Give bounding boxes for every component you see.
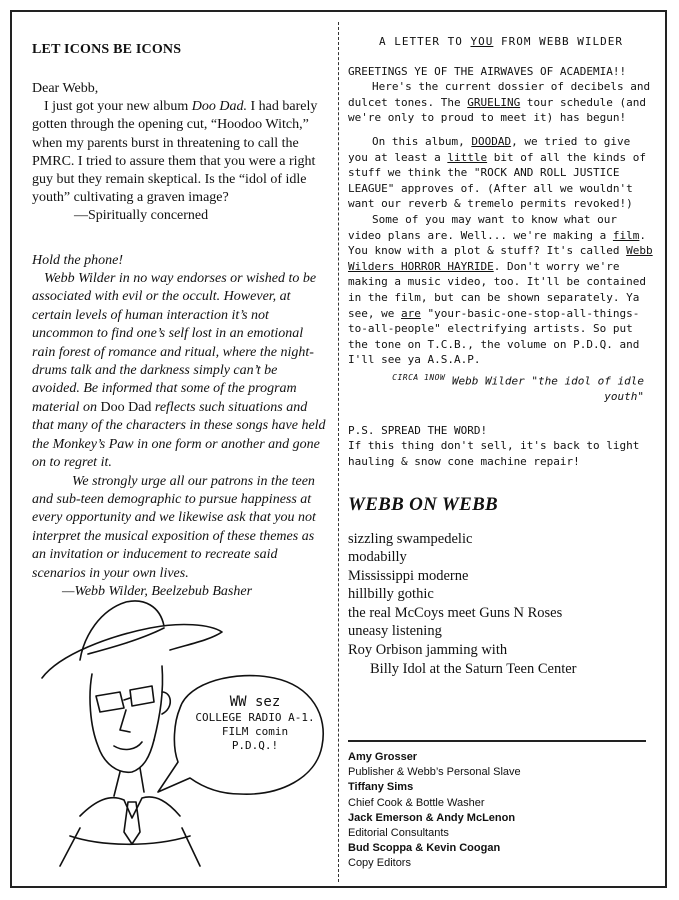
handwritten-paragraph-3	[348, 212, 654, 368]
credit-role: Copy Editors	[348, 857, 411, 870]
letter-salutation: Dear Webb,	[32, 81, 99, 96]
handwritten-signoff	[348, 370, 654, 405]
p3-text-2: . You know with a plot & stuff? It's called	[348, 228, 647, 258]
reply-paragraph-1	[32, 270, 328, 472]
reply-album-title: Doo Dad	[100, 399, 152, 415]
p3-are: are	[400, 306, 421, 320]
list-item: sizzling swampedelic	[348, 530, 473, 547]
p2-text-2: , we tried to give you at least a	[348, 134, 631, 164]
list-item: the real McCoys meet Guns N Roses	[348, 604, 563, 621]
p1-text: Here's the current dossier of decibels and dulcet tones. The	[348, 80, 651, 109]
credit-role: Publisher & Webb’s Personal Slave	[348, 766, 521, 779]
reply-signature: —Webb Wilder, Beelzebub Basher	[62, 583, 253, 599]
credit-name: Tiffany Sims	[348, 781, 414, 794]
column-divider	[338, 22, 339, 882]
list-item: hillbilly gothic	[348, 586, 434, 603]
header-you: YOU	[470, 35, 494, 48]
p3-text: Some of you may want to know what our video plans are. Well... we're making a	[348, 212, 618, 242]
p1-text-2: tour schedule (and we're only to proud to meet it) has begun!	[348, 95, 647, 125]
credit-role: Editorial Consultants	[348, 827, 449, 840]
speech-bubble-text	[190, 694, 320, 753]
list-item: modabilly	[348, 549, 407, 566]
left-column	[32, 38, 328, 601]
header-text: A LETTER TO	[379, 35, 471, 48]
credits-block	[348, 750, 648, 872]
bubble-line-2: COLLEGE RADIO A-1.	[195, 711, 315, 724]
reply-p1-text-2: reflects such situations and that many of the characters in these songs have held the Monkey’s Paw in one form or another and gone on to regret it.	[32, 399, 326, 471]
letter-body-text-2: I had barely gotten through the opening cut, “Hoodoo Witch,” when my parents burst in threatening to call the PMRC. I tried to assure them that you were a right guy but they remain skeptical. Is the “idol of idle youth” cultivating a graven image?	[32, 99, 318, 206]
list-item: Roy Orbison jamming with	[348, 642, 508, 659]
list-item: Mississippi moderne	[348, 567, 469, 584]
signoff-text: Webb Wilder "the idol of idle youth"	[451, 374, 644, 404]
list-item: Billy Idol at the Saturn Teen Center	[370, 660, 577, 677]
webb-on-webb-title: WEBB ON WEBB	[348, 493, 499, 515]
reply-opening: Hold the phone!	[32, 252, 123, 268]
handwritten-ps-2: If this thing don't sell, it's back to light hauling & snow cone machine repair!	[348, 439, 640, 468]
letter-body	[32, 98, 328, 207]
p2-text: On this album,	[372, 134, 472, 148]
credit-name: Amy Grosser	[348, 751, 418, 763]
credit-name: Bud Scoppa & Kevin Coogan	[348, 842, 501, 855]
p3-movie-title: Webb Wilders HORROR HAYRIDE	[348, 244, 653, 273]
album-title: Doo Dad.	[191, 99, 247, 115]
p2-little: little	[447, 150, 488, 164]
handwritten-ps-1: P.S. SPREAD THE WORD!	[348, 423, 488, 437]
reader-letter	[32, 80, 328, 226]
bubble-line-3: FILM comin	[221, 725, 289, 738]
bubble-line-4: P.D.Q.!	[231, 739, 279, 752]
right-column	[348, 34, 654, 678]
handwritten-paragraph-2	[348, 134, 654, 212]
credit-role: Chief Cook & Bottle Washer	[348, 796, 485, 809]
header-text-2: FROM WEBB WILDER	[493, 35, 623, 48]
credits-divider	[348, 740, 646, 742]
p3-text-4: "your-basic-one-stop-all-things-to-all-people" electrifying artists. So put the tone on T.C.B., the volume on P.D.Q. and I'll see ya A.S.A.P.	[348, 306, 640, 367]
p2-text-3: bit of all the kinds of stuff we think the "ROCK AND ROLL JUSTICE LEAGUE" approves of. (After all we wouldn't want our reverb & tremelo permits revoked!)	[348, 150, 647, 211]
reply-p1-text: Webb Wilder in no way endorses or wished to be associated with evil or the occult. However, at certain levels of human interaction it’s not uncommon to find one’s self lost in an emotional rain forest of romance and ritual, where the night-drums talk and the darkness simply can’t be avoided. Be informed that some of the program material on	[32, 271, 317, 415]
bubble-line-1: WW sez	[229, 694, 281, 710]
webb-cartoon-illustration	[40, 596, 330, 876]
handwritten-header	[348, 34, 654, 50]
webb-on-webb-list	[348, 530, 654, 679]
list-item: uneasy listening	[348, 623, 442, 640]
p2-doodad: DOODAD	[471, 134, 512, 148]
handwritten-letter	[348, 34, 654, 470]
handwritten-paragraph-1	[348, 79, 654, 126]
handwritten-greeting: GREETINGS YE OF THE AIRWAVES OF ACADEMIA!!	[348, 64, 627, 78]
webb-reply	[32, 252, 328, 602]
signoff-note: CIRCA 1NOW	[392, 372, 446, 382]
p3-text-3: . Don't worry we're making a music video, too. It'll be contained in the film, but can be shown separately. Ya see, we	[348, 259, 647, 320]
letter-signature: —Spiritually concerned	[74, 208, 209, 224]
section-heading: LET ICONS BE ICONS	[32, 42, 182, 57]
p1-grueling: GRUELING	[467, 95, 521, 109]
p3-film: film	[612, 228, 640, 242]
reply-paragraph-2: We strongly urge all our patrons in the teen and sub-teen demographic to pursue happiness at every opportunity and we likewise ask that you not interpret the musical exposition of these themes as an invitation or inducement to recreate said scenarios in your own lives.	[32, 473, 316, 581]
letter-body-text: I just got your new album	[44, 99, 192, 115]
credit-name: Jack Emerson & Andy McLenon	[348, 811, 516, 824]
